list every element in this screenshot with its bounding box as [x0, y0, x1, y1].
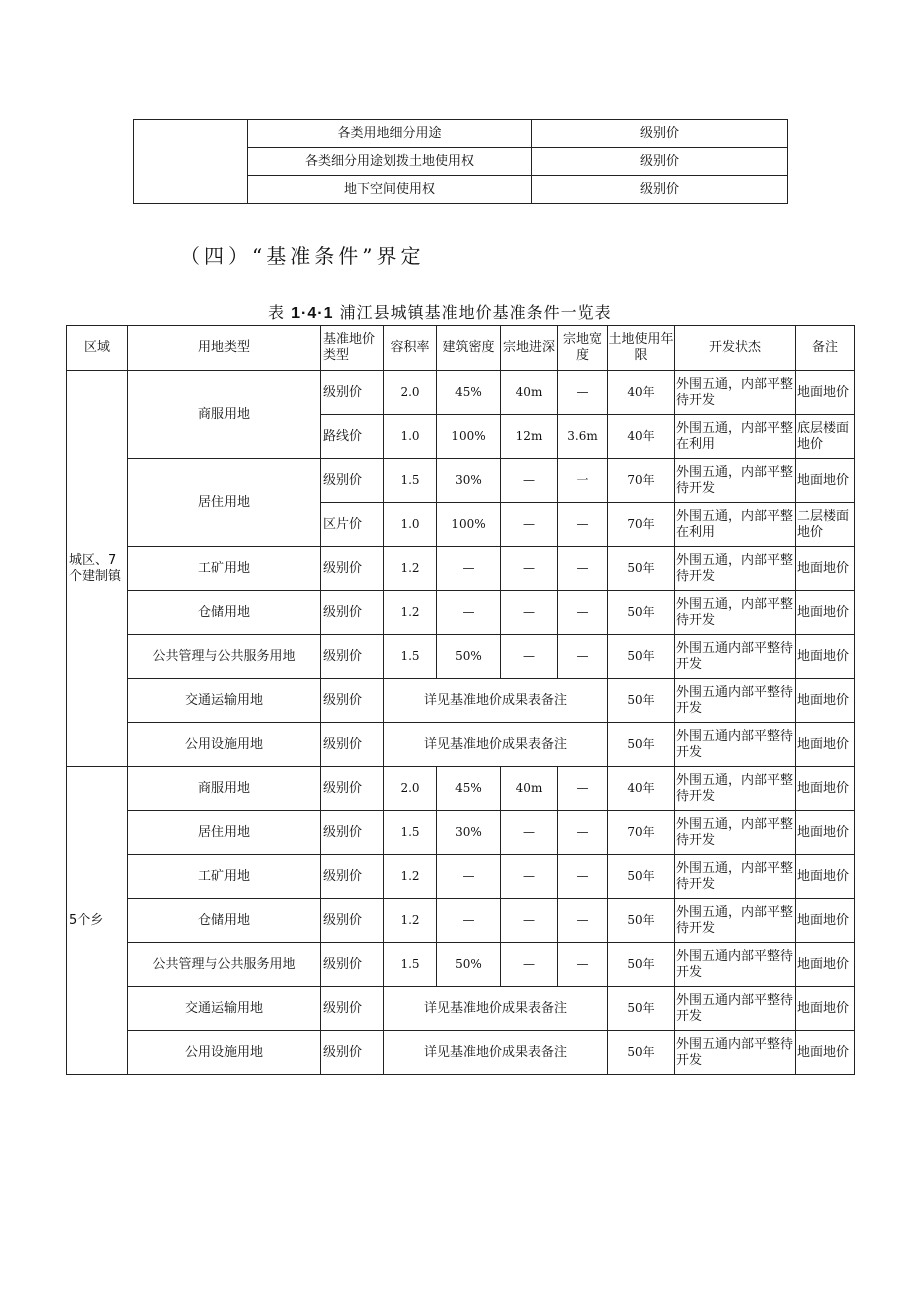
remark-cell: 地面地价 [796, 1031, 855, 1075]
price-type-cell: 级别价 [321, 547, 384, 591]
width-cell: — [558, 371, 608, 415]
dev-status-cell: 外围五通，内部平整待开发 [675, 767, 796, 811]
depth-cell: — [501, 547, 558, 591]
table-row [67, 371, 855, 415]
term-cell: 50年 [608, 943, 675, 987]
far-cell: 1.2 [384, 547, 437, 591]
price-type-cell: 级别价 [321, 459, 384, 503]
width-cell: — [558, 503, 608, 547]
remark-cell: 底层楼面地价 [796, 415, 855, 459]
purpose-cell: 地下空间使用权 [248, 176, 532, 204]
benchmark-conditions-table [66, 325, 855, 1075]
land-type-cell: 公共管理与公共服务用地 [128, 943, 321, 987]
far-cell: 1.2 [384, 591, 437, 635]
land-type-cell: 公共管理与公共服务用地 [128, 635, 321, 679]
density-cell: — [437, 591, 501, 635]
width-cell: — [558, 547, 608, 591]
land-type-cell: 公用设施用地 [128, 723, 321, 767]
urban-section [67, 371, 855, 767]
far-cell: 1.5 [384, 635, 437, 679]
width-cell: — [558, 855, 608, 899]
density-cell: — [437, 899, 501, 943]
table-row [67, 987, 855, 1031]
term-cell: 50年 [608, 899, 675, 943]
dev-status-cell: 外围五通内部平整待开发 [675, 1031, 796, 1075]
width-cell: 一 [558, 459, 608, 503]
remark-cell: 地面地价 [796, 459, 855, 503]
table-caption [268, 300, 612, 323]
density-cell: 30% [437, 459, 501, 503]
table-row [67, 459, 855, 503]
width-cell: — [558, 635, 608, 679]
table-row [67, 547, 855, 591]
remark-cell: 地面地价 [796, 855, 855, 899]
density-cell: — [437, 547, 501, 591]
depth-cell: — [501, 899, 558, 943]
land-type-cell: 居住用地 [128, 811, 321, 855]
price-cell: 级别价 [532, 176, 788, 204]
width-cell: — [558, 811, 608, 855]
depth-cell: — [501, 503, 558, 547]
purpose-cell: 各类用地细分用途 [248, 120, 532, 148]
density-cell: 45% [437, 767, 501, 811]
term-cell: 40年 [608, 415, 675, 459]
far-cell: 1.0 [384, 503, 437, 547]
merged-note-cell: 详见基准地价成果表备注 [384, 987, 608, 1031]
price-type-cell: 路线价 [321, 415, 384, 459]
merged-note-cell: 详见基准地价成果表备注 [384, 679, 608, 723]
price-type-cell: 级别价 [321, 591, 384, 635]
width-cell: — [558, 943, 608, 987]
term-cell: 40年 [608, 371, 675, 415]
table-row [67, 679, 855, 723]
header-land-type: 用地类型 [128, 326, 321, 371]
dev-status-cell: 外围五通内部平整待开发 [675, 679, 796, 723]
term-cell: 50年 [608, 987, 675, 1031]
depth-cell: 12m [501, 415, 558, 459]
dev-status-cell: 外围五通，内部平整待开发 [675, 811, 796, 855]
term-cell: 50年 [608, 679, 675, 723]
price-type-cell: 级别价 [321, 679, 384, 723]
land-type-cell: 公用设施用地 [128, 1031, 321, 1075]
far-cell: 2.0 [384, 371, 437, 415]
price-type-cell: 级别价 [321, 899, 384, 943]
far-cell: 1.5 [384, 943, 437, 987]
width-cell: — [558, 591, 608, 635]
term-cell: 50年 [608, 723, 675, 767]
depth-cell: 40m [501, 767, 558, 811]
price-type-cell: 级别价 [321, 635, 384, 679]
density-cell: 100% [437, 415, 501, 459]
depth-cell: — [501, 459, 558, 503]
far-cell: 1.2 [384, 855, 437, 899]
price-type-cell: 级别价 [321, 767, 384, 811]
price-cell: 级别价 [532, 120, 788, 148]
price-type-cell: 级别价 [321, 855, 384, 899]
term-cell: 50年 [608, 1031, 675, 1075]
density-cell: 50% [437, 943, 501, 987]
depth-cell: — [501, 943, 558, 987]
width-cell: 3.6m [558, 415, 608, 459]
dev-status-cell: 外围五通内部平整待开发 [675, 635, 796, 679]
region-cell: 5个乡 [67, 767, 128, 1075]
far-cell: 2.0 [384, 767, 437, 811]
term-cell: 70年 [608, 811, 675, 855]
remark-cell: 地面地价 [796, 943, 855, 987]
width-cell: — [558, 899, 608, 943]
remark-cell: 地面地价 [796, 899, 855, 943]
purpose-cell: 各类细分用途划拨土地使用权 [248, 148, 532, 176]
blank-cell [134, 120, 248, 204]
far-cell: 1.5 [384, 811, 437, 855]
price-type-cell: 区片价 [321, 503, 384, 547]
depth-cell: — [501, 591, 558, 635]
region-cell: 城区、7个建制镇 [67, 371, 128, 767]
land-use-price-table [133, 119, 788, 204]
dev-status-cell: 外围五通内部平整待开发 [675, 723, 796, 767]
header-row [67, 326, 855, 371]
remark-cell: 地面地价 [796, 635, 855, 679]
header-term: 土地使用年限 [608, 326, 675, 371]
table-row [67, 943, 855, 987]
dev-status-cell: 外围五通，内部平整待开发 [675, 371, 796, 415]
density-cell: 30% [437, 811, 501, 855]
term-cell: 50年 [608, 635, 675, 679]
table-row [67, 1031, 855, 1075]
term-cell: 40年 [608, 767, 675, 811]
table-row [134, 120, 788, 148]
dev-status-cell: 外围五通，内部平整待开发 [675, 855, 796, 899]
remark-cell: 二层楼面地价 [796, 503, 855, 547]
land-type-cell: 商服用地 [128, 767, 321, 811]
table-row [67, 591, 855, 635]
table-row [67, 811, 855, 855]
remark-cell: 地面地价 [796, 811, 855, 855]
density-cell: 50% [437, 635, 501, 679]
land-type-cell: 居住用地 [128, 459, 321, 547]
density-cell: 45% [437, 371, 501, 415]
depth-cell: — [501, 855, 558, 899]
far-cell: 1.2 [384, 899, 437, 943]
far-cell: 1.5 [384, 459, 437, 503]
land-type-cell: 仓储用地 [128, 591, 321, 635]
land-type-cell: 商服用地 [128, 371, 321, 459]
remark-cell: 地面地价 [796, 767, 855, 811]
price-type-cell: 级别价 [321, 371, 384, 415]
land-type-cell: 工矿用地 [128, 855, 321, 899]
land-type-cell: 仓储用地 [128, 899, 321, 943]
section-heading: （四）“基准条件”界定 [180, 244, 425, 268]
table-row [67, 635, 855, 679]
header-depth: 宗地进深 [501, 326, 558, 371]
depth-cell: — [501, 811, 558, 855]
table-row [67, 767, 855, 811]
dev-status-cell: 外围五通，内部平整待开发 [675, 459, 796, 503]
term-cell: 70年 [608, 503, 675, 547]
price-cell: 级别价 [532, 148, 788, 176]
dev-status-cell: 外围五通内部平整待开发 [675, 987, 796, 1031]
term-cell: 50年 [608, 591, 675, 635]
land-type-cell: 工矿用地 [128, 547, 321, 591]
table-row [67, 855, 855, 899]
depth-cell: 40m [501, 371, 558, 415]
price-type-cell: 级别价 [321, 943, 384, 987]
dev-status-cell: 外围五通内部平整待开发 [675, 943, 796, 987]
term-cell: 50年 [608, 855, 675, 899]
township-section [67, 767, 855, 1075]
header-density: 建筑密度 [437, 326, 501, 371]
density-cell: 100% [437, 503, 501, 547]
table-row [67, 723, 855, 767]
dev-status-cell: 外围五通，内部平整待开发 [675, 591, 796, 635]
header-dev-status: 开发状杰 [675, 326, 796, 371]
caption-prefix: 表 [268, 303, 286, 322]
header-width: 宗地宽度 [558, 326, 608, 371]
merged-note-cell: 详见基准地价成果表备注 [384, 723, 608, 767]
header-remark: 备注 [796, 326, 855, 371]
land-type-cell: 交通运输用地 [128, 679, 321, 723]
caption-title: 浦江县城镇基准地价基准条件一览表 [339, 303, 612, 322]
header-far: 容积率 [384, 326, 437, 371]
remark-cell: 地面地价 [796, 547, 855, 591]
remark-cell: 地面地价 [796, 987, 855, 1031]
price-type-cell: 级别价 [321, 1031, 384, 1075]
price-type-cell: 级别价 [321, 723, 384, 767]
width-cell: — [558, 767, 608, 811]
depth-cell: — [501, 635, 558, 679]
dev-status-cell: 外围五通，内部平整在利用 [675, 415, 796, 459]
dev-status-cell: 外围五通，内部平整待开发 [675, 547, 796, 591]
term-cell: 70年 [608, 459, 675, 503]
table-row [67, 899, 855, 943]
dev-status-cell: 外围五通，内部平整待开发 [675, 899, 796, 943]
remark-cell: 地面地价 [796, 591, 855, 635]
price-type-cell: 级别价 [321, 811, 384, 855]
remark-cell: 地面地价 [796, 679, 855, 723]
remark-cell: 地面地价 [796, 371, 855, 415]
price-type-cell: 级别价 [321, 987, 384, 1031]
land-type-cell: 交通运输用地 [128, 987, 321, 1031]
header-region: 区域 [67, 326, 128, 371]
caption-number: 1·4·1 [291, 305, 334, 322]
merged-note-cell: 详见基准地价成果表备注 [384, 1031, 608, 1075]
term-cell: 50年 [608, 547, 675, 591]
header-price-type: 基准地价类型 [321, 326, 384, 371]
remark-cell: 地面地价 [796, 723, 855, 767]
density-cell: — [437, 855, 501, 899]
dev-status-cell: 外围五通，内部平整在利用 [675, 503, 796, 547]
far-cell: 1.0 [384, 415, 437, 459]
